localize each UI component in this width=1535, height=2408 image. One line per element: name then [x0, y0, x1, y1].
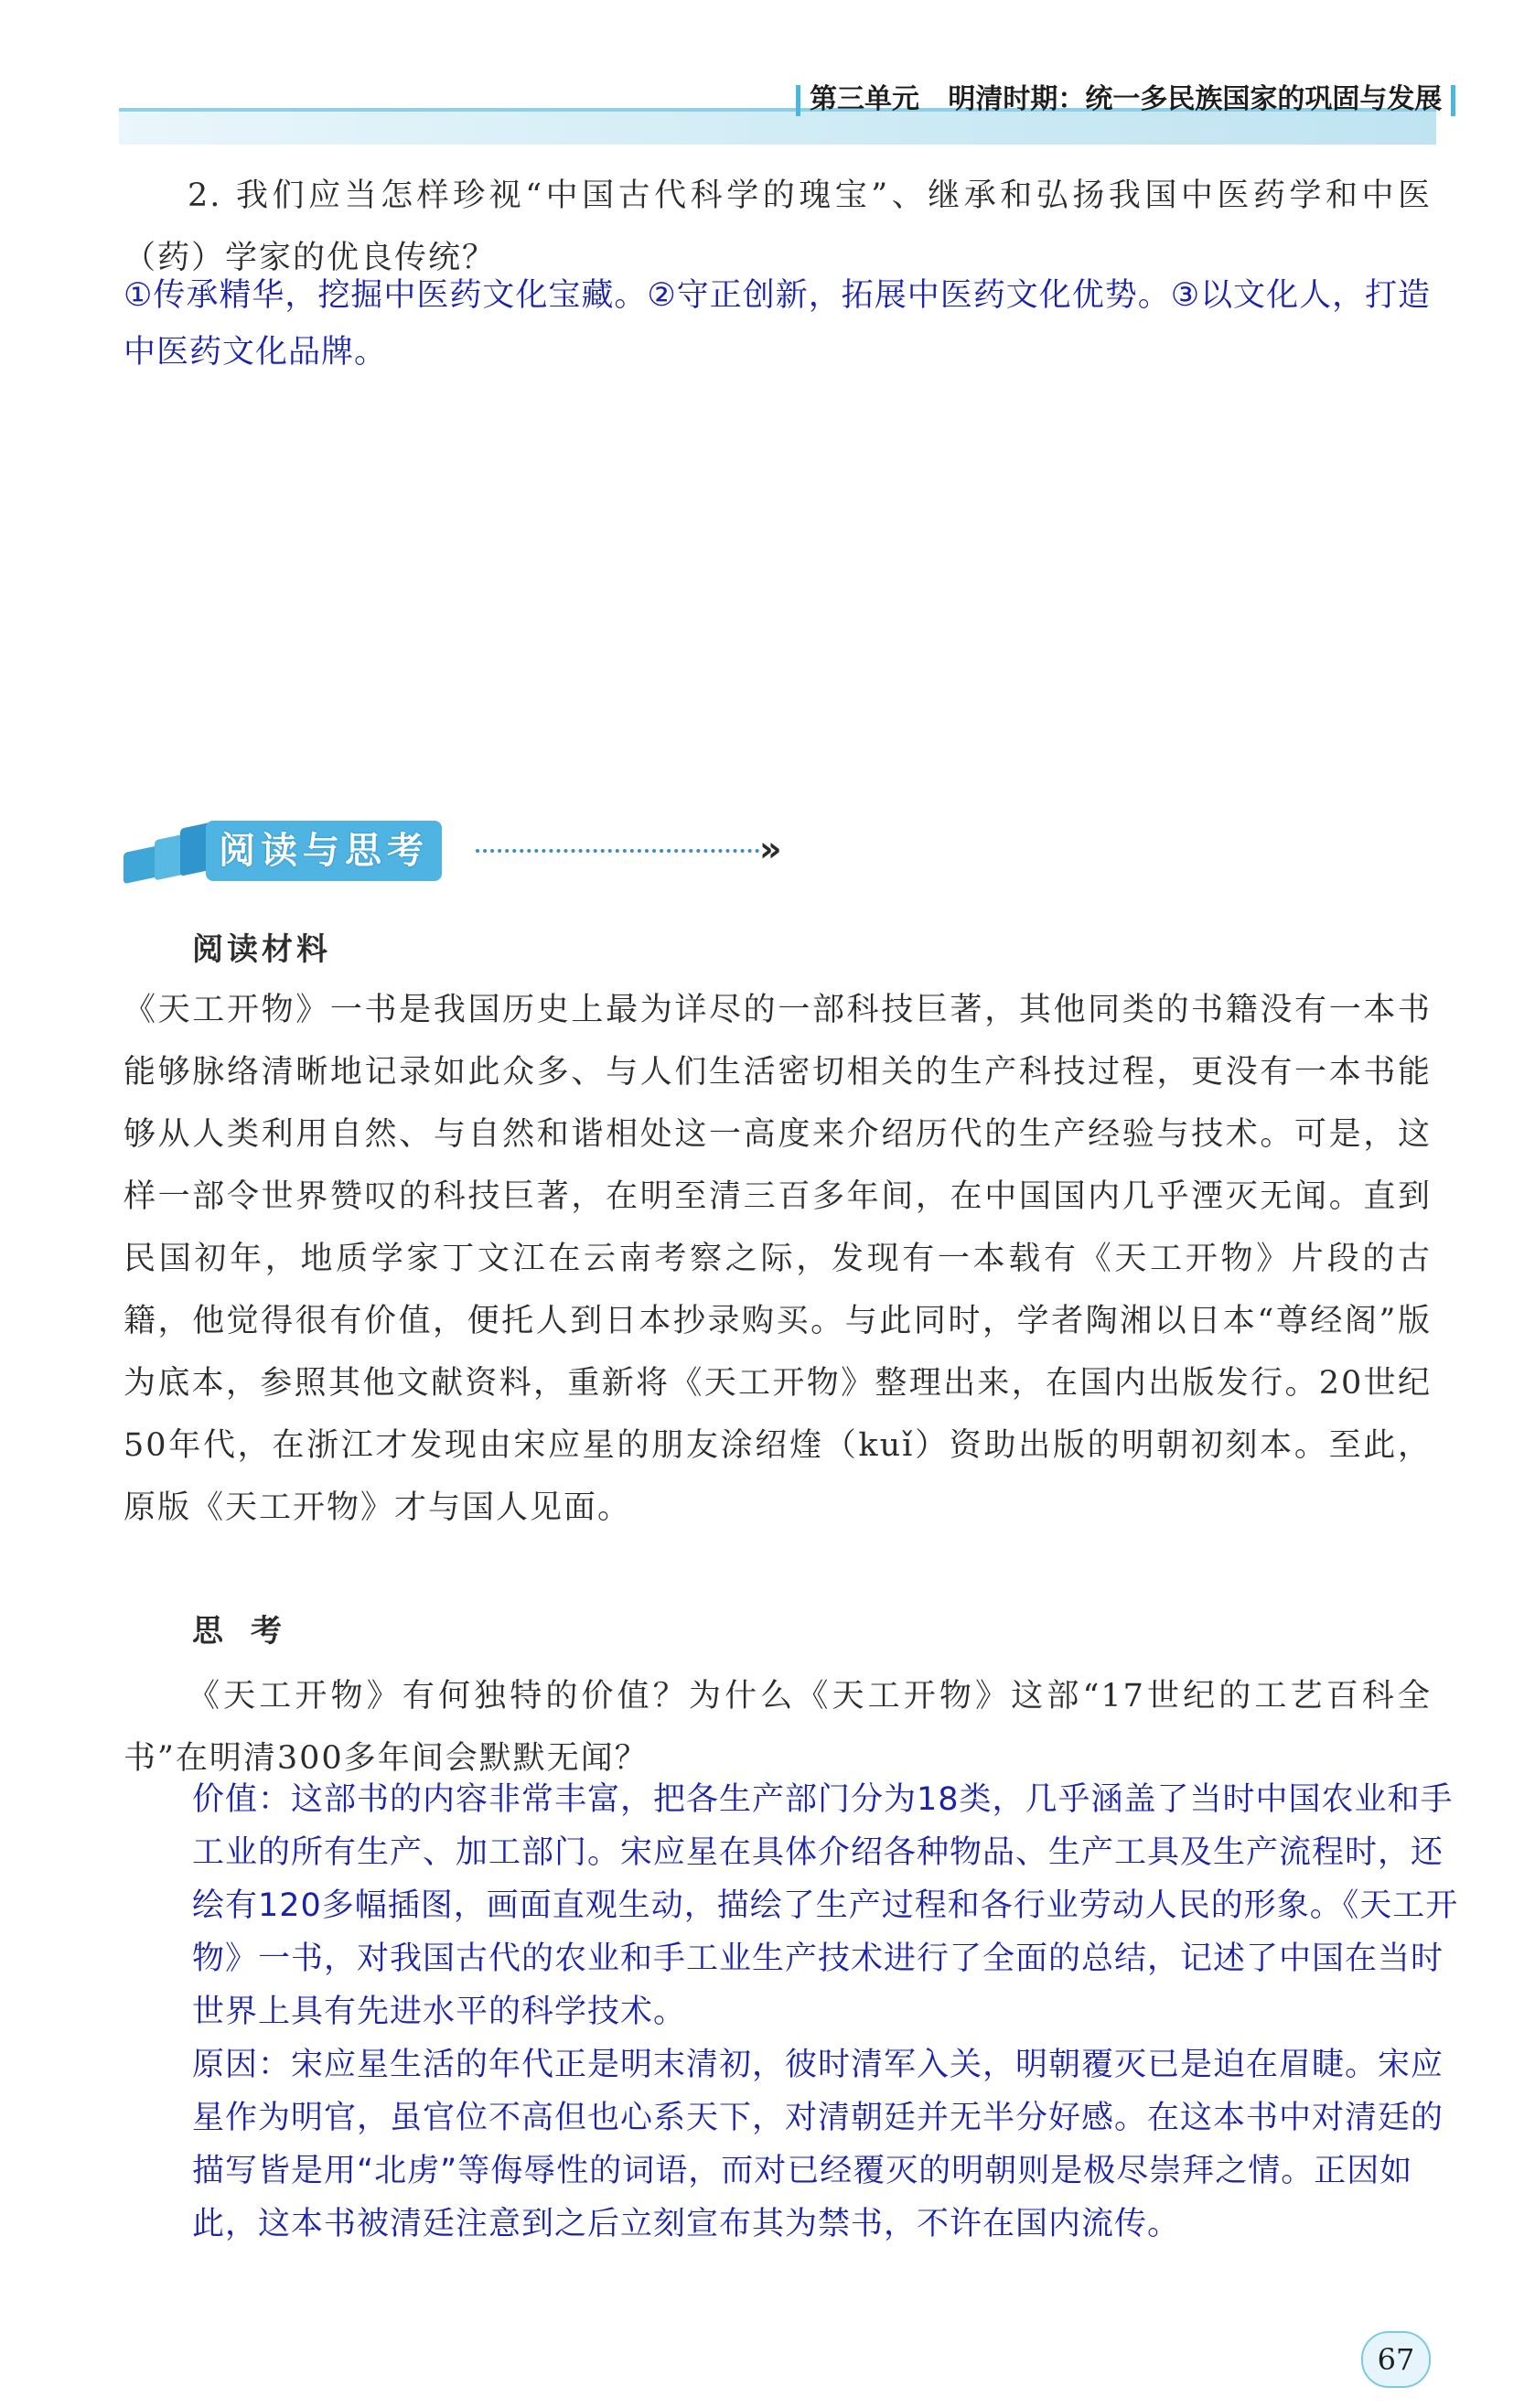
reading-body: 《天工开物》一书是我国历史上最为详尽的一部科技巨著，其他同类的书籍没有一本书能够脉络清晰地记录如此众多、与人们生活密切相关的生产科技过程，更没有一本书能够从人类利用自然、与自然和谐相处这一高度来介绍历代的生产经验与技术。可是，这样一部令世界赞叹的科技巨著，在明至清三百多年间，在中国国内几乎湮灭无闻。直到民国初年，地质学家丁文江在云南考察之际，发现有一本载有《天工开物》片段的古籍，他觉得很有价值，便托人到日本抄录购买。与此同时，学者陶湘以日本“尊经阁”版为底本，参照其他文献资料，重新将《天工开物》整理出来，在国内出版发行。20世纪50年代，在浙江才发现由宋应星的朋友涂绍煃（kuǐ）资助出版的明朝初刻本。至此，原版《天工开物》才与国人见面。 — [123, 992, 1432, 1526]
section-dotted-rule — [476, 849, 759, 853]
books-icon — [123, 823, 215, 884]
answer-2 — [192, 1773, 1473, 2251]
answer-1: ①传承精华，挖掘中医药文化宝藏。②守正创新，拓展中医药文化优势。③以文化人，打造中医药文化品牌。 — [123, 277, 1432, 371]
header-title: 明清时期：统一多民族国家的巩固与发展 — [948, 83, 1443, 115]
page-number: 67 — [1361, 2331, 1431, 2388]
question-2: 2. 我们应当怎样珍视“中国古代科学的瑰宝”、继承和弘扬我国中医药学和中医（药）学家的优良传统？ — [123, 177, 1432, 276]
thinking-heading: 思考 — [192, 1613, 309, 1650]
answer-2-reason: 原因：宋应星生活的年代正是明末清初，彼时清军入关，明朝覆灭已是迫在眉睫。宋应星作为明官，虽官位不高但也心系天下，对清朝廷并无半分好感。在这本书中对清廷的描写皆是用“北虏”等侮辱性的词语，而对已经覆灭的明朝则是极尽崇拜之情。正因如此，这本书被清廷注意到之后立刻宣布其为禁书，不许在国内流传。 — [192, 2047, 1444, 2242]
section-title: 阅读与思考 — [206, 821, 442, 881]
reading-heading: 阅读材料 — [192, 931, 331, 968]
header-bar-left — [796, 85, 800, 116]
answer-2-value: 价值：这部书的内容非常丰富，把各生产部门分为18类，几乎涵盖了当时中国农业和手工业的所有生产、加工部门。宋应星在具体介绍各种物品、生产工具及生产流程时，还绘有120多幅插图，画面直观生动，描绘了生产过程和各行业劳动人民的形象。《天工开物》一书，对我国古代的农业和手工业生产技术进行了全面的总结，记述了中国在当时世界上具有先进水平的科学技术。 — [192, 1781, 1459, 2030]
section-arrow-icon: » — [759, 829, 782, 869]
header-unit: 第三单元 — [810, 83, 919, 115]
header-bar-right — [1451, 85, 1455, 116]
running-header — [787, 79, 1443, 121]
thinking-question: 《天工开物》有何独特的价值？为什么《天工开物》这部“17世纪的工艺百科全书”在明清300多年间会默默无闻？ — [123, 1678, 1432, 1777]
